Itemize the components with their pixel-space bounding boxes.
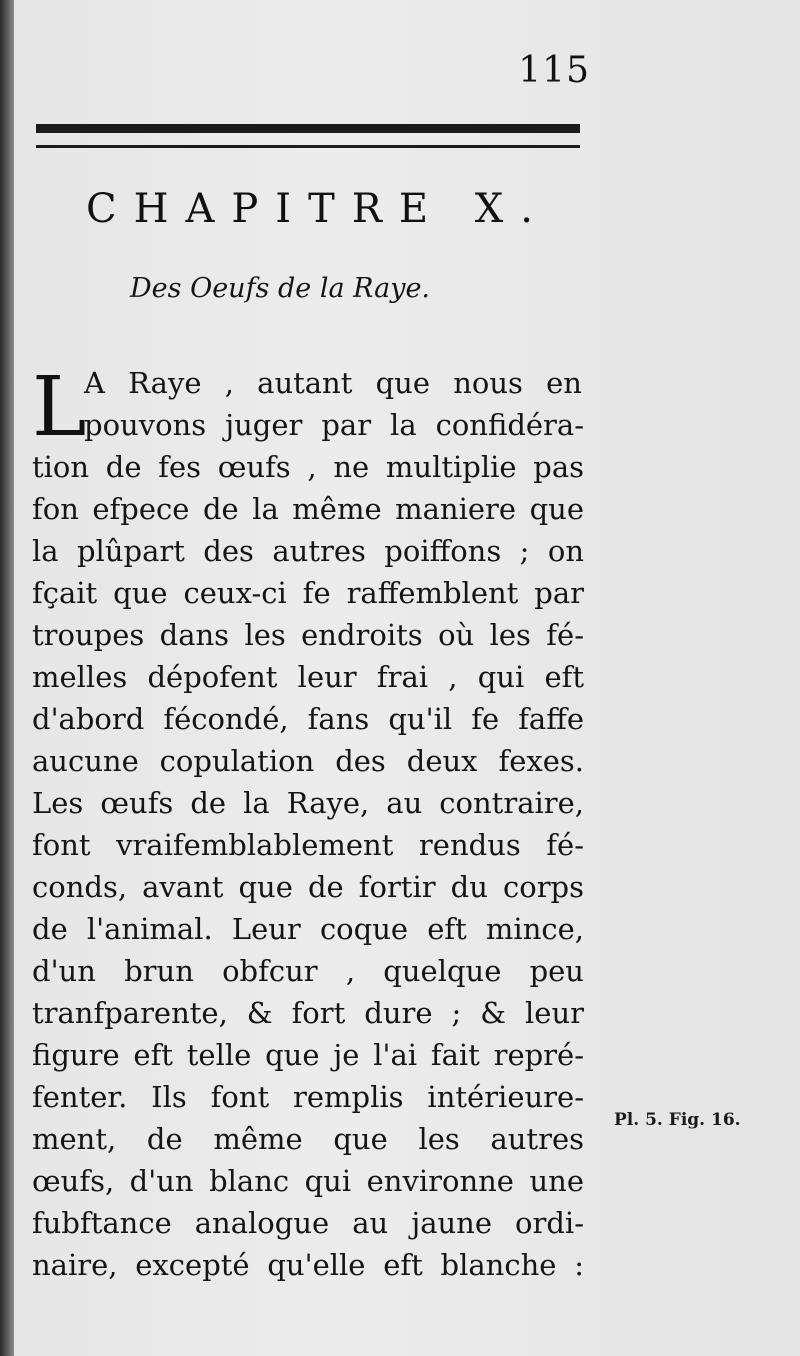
- text-line: conds, avant que de fortir du corps: [32, 870, 584, 904]
- text-line: figure eft telle que je l'ai fait repré-: [32, 1038, 584, 1072]
- text-line: font vraifemblablement rendus fé-: [32, 828, 584, 862]
- text-line: aucune copulation des deux fexes.: [32, 744, 584, 778]
- text-line: fenter. Ils font remplis intérieure-: [32, 1080, 584, 1114]
- chapter-subtitle: Des Oeufs de la Raye.: [130, 273, 431, 304]
- text-line: fon efpece de la même maniere que: [32, 492, 584, 526]
- page-gutter-shadow: [0, 0, 14, 1356]
- text-line: tion de fes œufs , ne multiplie pas: [32, 450, 584, 484]
- text-line: pouvons juger par la confidéra-: [84, 408, 584, 442]
- margin-note: Pl. 5. Fig. 16.: [614, 1110, 741, 1130]
- text-line: ment, de même que les autres: [32, 1122, 584, 1156]
- text-line: œufs, d'un blanc qui environne une: [32, 1164, 584, 1198]
- text-line: fçait que ceux-ci fe raffemblent par: [32, 576, 584, 610]
- header-rule-thin: [36, 145, 580, 148]
- text-line: melles dépofent leur frai , qui eft: [32, 660, 584, 694]
- text-line: tranfparente, & fort dure ; & leur: [32, 996, 584, 1030]
- text-line: Les œufs de la Raye, au contraire,: [32, 786, 584, 820]
- header-rule-thick: [36, 124, 580, 133]
- text-line: de l'animal. Leur coque eft mince,: [32, 912, 584, 946]
- text-line: d'un brun obfcur , quelque peu: [32, 954, 584, 988]
- page-number: 115: [518, 50, 590, 91]
- text-line: naire, excepté qu'elle eft blanche :: [32, 1248, 584, 1282]
- text-line: troupes dans les endroits où les fé-: [32, 618, 584, 652]
- text-line: la plûpart des autres poiffons ; on: [32, 534, 584, 568]
- text-line: A Raye , autant que nous en: [84, 366, 582, 400]
- drop-cap: L: [32, 360, 87, 455]
- text-line: fubftance analogue au jaune ordi-: [32, 1206, 584, 1240]
- text-line: d'abord fécondé, fans qu'il fe faffe: [32, 702, 584, 736]
- chapter-title: CHAPITRE X.: [86, 186, 550, 232]
